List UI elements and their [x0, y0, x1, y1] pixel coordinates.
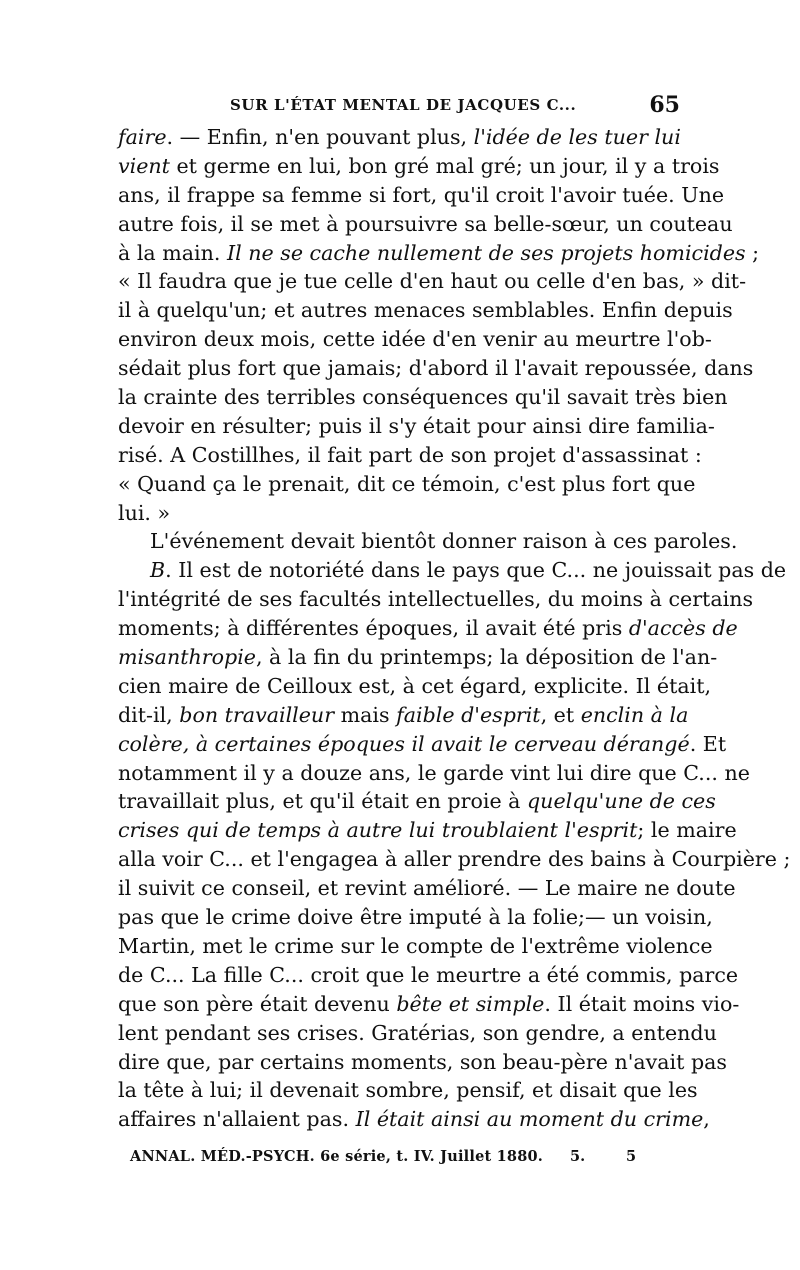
- text-segment: . Et: [689, 731, 727, 756]
- text-line: [118, 961, 739, 990]
- text-line: [118, 470, 696, 499]
- text-line: [118, 1105, 710, 1134]
- page-number: 65: [649, 92, 680, 118]
- text-line: [118, 383, 728, 412]
- text-segment: la tête à lui; il devenait sombre, pensif, et disait que les: [118, 1078, 698, 1103]
- text-segment: de C... La fille C... croit que le meurtre a été commis, parce: [118, 962, 739, 987]
- footer-signature-mark: 5.: [570, 1148, 586, 1165]
- text-segment: dit-il,: [118, 702, 180, 727]
- text-segment: « Quand ça le prenait, dit ce témoin, c'est plus fort que: [118, 471, 696, 496]
- text-line: [118, 932, 713, 961]
- italic-text-segment: Il ne se cache nullement de ses projets homicides: [226, 240, 746, 265]
- text-segment: à la main.: [118, 240, 227, 265]
- text-line: [118, 152, 720, 181]
- text-line: [118, 1076, 698, 1105]
- text-segment: affaires n'allaient pas.: [118, 1107, 356, 1132]
- text-line: [118, 441, 702, 470]
- text-segment: autre fois, il se met à poursuivre sa belle-sœur, un couteau: [118, 211, 733, 236]
- text-segment: alla voir C... et l'engagea à aller prendre des bains à Courpière ;: [118, 847, 791, 872]
- text-segment: la crainte des terribles conséquences qu'il savait très bien: [118, 385, 728, 410]
- text-line: [118, 325, 712, 354]
- text-segment: environ deux mois, cette idée d'en venir au meurtre l'ob-: [118, 327, 712, 352]
- text-line: [118, 903, 713, 932]
- text-segment: et germe en lui, bon gré mal gré; un jour, il y a trois: [169, 153, 720, 178]
- text-line: [118, 643, 718, 672]
- italic-text-segment: bête et simple: [396, 991, 545, 1016]
- text-line: [118, 614, 738, 643]
- text-line: [118, 210, 733, 239]
- text-segment: risé. A Costillhes, il fait part de son projet d'assassinat :: [118, 442, 702, 467]
- text-line: [118, 759, 750, 788]
- text-segment: devoir en résulter; puis il s'y était pour ainsi dire familia-: [118, 413, 715, 438]
- text-line: [118, 701, 689, 730]
- text-line: [118, 816, 737, 845]
- text-segment: notamment il y a douze ans, le garde vint lui dire que C... ne: [118, 760, 750, 785]
- italic-text-segment: faible d'esprit: [396, 702, 541, 727]
- text-segment: L'événement devait bientôt donner raison à ces paroles.: [150, 529, 738, 554]
- text-segment: Martin, met le crime sur le compte de l'extrême violence: [118, 933, 713, 958]
- text-segment: . Il est de notoriété dans le pays que C... ne jouissait pas de: [165, 558, 787, 583]
- italic-text-segment: Il était ainsi au moment du crime: [355, 1107, 704, 1132]
- italic-text-segment: crises qui de temps à autre lui troublaient l'esprit: [118, 818, 638, 843]
- footer-sheet-number: 5: [626, 1148, 637, 1165]
- text-segment: dire que, par certains moments, son beau-père n'avait pas: [118, 1049, 727, 1074]
- italic-text-segment: faire: [118, 125, 167, 149]
- text-line: [118, 672, 712, 701]
- italic-text-segment: B: [150, 558, 166, 583]
- text-line: [118, 499, 680, 528]
- text-segment: ;: [745, 240, 760, 265]
- text-line: [118, 556, 787, 585]
- text-segment: que son père était devenu: [118, 991, 397, 1016]
- text-segment: il suivit ce conseil, et revint amélioré. — Le maire ne doute: [118, 876, 736, 901]
- text-segment: , à la fin du printemps; la déposition de l'an-: [255, 645, 718, 670]
- text-segment: ans, il frappe sa femme si fort, qu'il croit l'avoir tuée. Une: [118, 182, 725, 207]
- text-line: [118, 354, 754, 383]
- italic-text-segment: l'idée de les tuer lui: [473, 125, 681, 149]
- italic-text-segment: enclin à la: [580, 702, 689, 727]
- running-title: SUR L'ÉTAT MENTAL DE JACQUES C...: [230, 96, 577, 114]
- text-segment: . Il était moins vio-: [544, 991, 740, 1016]
- text-segment: sédait plus fort que jamais; d'abord il l'avait repoussée, dans: [118, 356, 754, 381]
- text-line: [118, 990, 740, 1019]
- text-segment: travaillait plus, et qu'il était en proie à: [118, 789, 527, 814]
- running-head: [118, 92, 680, 122]
- text-line: [118, 1048, 727, 1077]
- text-line: [118, 412, 715, 441]
- text-line: [118, 239, 760, 268]
- text-line: [118, 787, 716, 816]
- text-segment: . — Enfin, n'en pouvant plus,: [166, 125, 474, 149]
- text-line: [118, 527, 738, 556]
- italic-text-segment: misanthropie: [118, 645, 256, 670]
- text-segment: moments; à différentes époques, il avait été pris: [118, 616, 629, 641]
- text-segment: lui. »: [118, 500, 171, 525]
- text-segment: pas que le crime doive être imputé à la folie;— un voisin,: [118, 905, 713, 930]
- italic-text-segment: colère, à certaines époques il avait le cerveau dérangé: [118, 731, 690, 756]
- body-text: [118, 123, 791, 1134]
- text-segment: ,: [703, 1107, 710, 1132]
- text-line: [118, 181, 725, 210]
- text-segment: il à quelqu'un; et autres menaces semblables. Enfin depuis: [118, 298, 733, 323]
- text-line: [118, 123, 680, 152]
- text-segment: « Il faudra que je tue celle d'en haut ou celle d'en bas, » dit-: [118, 269, 747, 294]
- italic-text-segment: vient: [118, 153, 170, 178]
- text-line: [118, 845, 791, 874]
- text-line: [118, 267, 747, 296]
- footer-journal-line: ANNAL. MÉD.-PSYCH. 6e série, t. IV. Juillet 1880.: [130, 1148, 544, 1165]
- text-segment: cien maire de Ceilloux est, à cet égard, explicite. Il était,: [118, 673, 712, 698]
- text-line: [118, 730, 727, 759]
- text-segment: , et: [540, 702, 581, 727]
- text-line: [118, 1019, 717, 1048]
- text-segment: ; le maire: [637, 818, 737, 843]
- italic-text-segment: d'accès de: [628, 616, 738, 641]
- text-line: [118, 585, 754, 614]
- text-line: [118, 874, 736, 903]
- text-line: [118, 296, 733, 325]
- italic-text-segment: quelqu'une de ces: [527, 789, 716, 814]
- text-segment: l'intégrité de ses facultés intellectuelles, du moins à certains: [118, 587, 754, 612]
- text-segment: mais: [334, 702, 397, 727]
- text-segment: lent pendant ses crises. Gratérias, son gendre, a entendu: [118, 1020, 717, 1045]
- page-footer: [118, 1148, 638, 1174]
- italic-text-segment: bon travailleur: [179, 702, 335, 727]
